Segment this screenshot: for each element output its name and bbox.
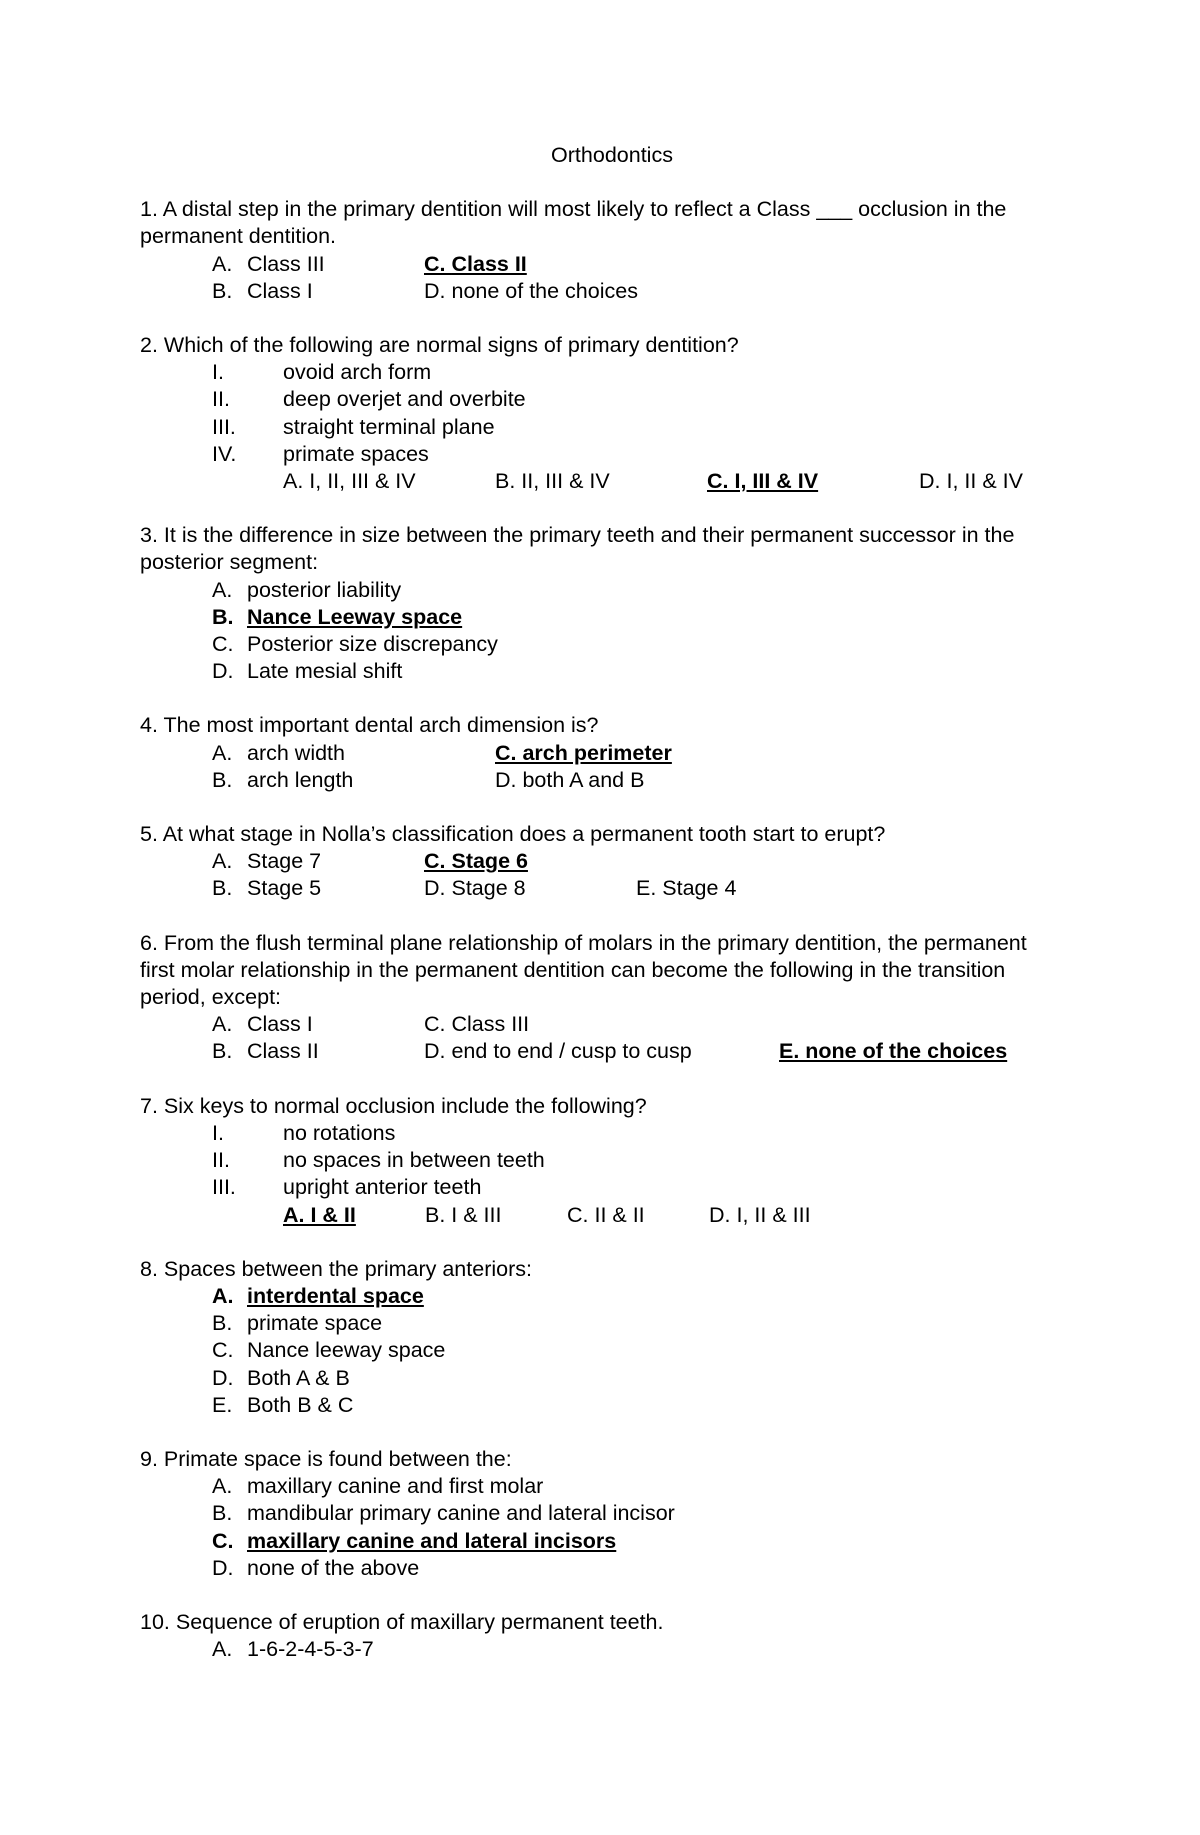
option-a: A. Class III: [212, 251, 325, 276]
option-d: D. Stage 8: [424, 876, 526, 901]
question-9: [140, 1446, 1060, 1582]
question-8: [140, 1256, 1060, 1419]
option-row: [140, 848, 1060, 875]
choice-row: [140, 468, 1060, 495]
option-b: B. Class II: [212, 1039, 319, 1064]
option-a-correct: A. I & II: [283, 1202, 356, 1227]
question-text: 3. It is the difference in size between the primary teeth and their permanent successor in the posterior segment:: [140, 523, 1015, 575]
question-3: [140, 522, 1060, 685]
option-row: [140, 740, 1060, 767]
question-2: [140, 332, 1060, 495]
roman-item: II. no spaces in between teeth: [212, 1148, 545, 1173]
option-a-correct: A. interdental space: [212, 1283, 424, 1308]
option-d: D. I, II & IV: [919, 469, 1023, 494]
option-b: B. Stage 5: [212, 876, 322, 901]
question-10: [140, 1609, 1060, 1663]
option-e: E. Both B & C: [212, 1392, 354, 1417]
roman-item: III. upright anterior teeth: [212, 1175, 482, 1200]
option-row: [140, 1038, 1060, 1065]
option-c-correct: C. I, III & IV: [707, 469, 819, 494]
question-text: 6. From the flush terminal plane relationship of molars in the primary dentition, the permanent first molar relationship in the permanent dentition can become the following in the transition period, except:: [140, 930, 1027, 1010]
option-c-correct: C. maxillary canine and lateral incisors: [212, 1528, 617, 1553]
option-b: B. mandibular primary canine and lateral incisor: [212, 1501, 675, 1526]
option-row: [140, 767, 1060, 794]
option-c: C. Nance leeway space: [212, 1338, 446, 1363]
option-c: C. II & II: [567, 1202, 645, 1227]
option-d: D. I, II & III: [709, 1202, 811, 1227]
page-title: Orthodontics: [551, 143, 673, 167]
option-b-correct: B. Nance Leeway space: [212, 604, 463, 629]
question-7: [140, 1093, 1060, 1229]
option-d: D. end to end / cusp to cusp: [424, 1039, 692, 1064]
question-text: 9. Primate space is found between the:: [140, 1446, 512, 1471]
option-a: A. maxillary canine and first molar: [212, 1474, 544, 1499]
option-c-correct: C. arch perimeter: [495, 740, 672, 765]
question-text: 10. Sequence of eruption of maxillary permanent teeth.: [140, 1609, 664, 1634]
option-c: C. Posterior size discrepancy: [212, 632, 498, 657]
option-row: [140, 278, 1060, 305]
roman-item: III. straight terminal plane: [212, 414, 495, 439]
choice-row: [140, 1202, 1060, 1229]
option-row: [140, 875, 1060, 902]
option-a: A. I, II, III & IV: [283, 469, 416, 494]
option-d: D. both A and B: [495, 767, 645, 792]
option-row: [140, 251, 1060, 278]
roman-item: I. ovoid arch form: [212, 360, 432, 385]
question-text: 8. Spaces between the primary anteriors:: [140, 1256, 532, 1281]
question-text: 7. Six keys to normal occlusion include the following?: [140, 1093, 647, 1118]
roman-item: IV. primate spaces: [212, 441, 429, 466]
option-a: A. Class I: [212, 1012, 313, 1037]
option-d: D. Late mesial shift: [212, 659, 403, 684]
option-c-correct: C. Class II: [424, 251, 527, 276]
option-a: A. 1-6-2-4-5-3-7: [212, 1637, 374, 1662]
option-a: A. posterior liability: [212, 577, 402, 602]
question-1: [140, 196, 1060, 305]
question-text: 4. The most important dental arch dimension is?: [140, 713, 599, 738]
question-4: [140, 712, 1060, 794]
roman-item: I. no rotations: [212, 1120, 396, 1145]
option-a: A. Stage 7: [212, 849, 322, 874]
option-d: D. Both A & B: [212, 1365, 350, 1390]
roman-item: II. deep overjet and overbite: [212, 387, 526, 412]
question-6: [140, 930, 1060, 1066]
option-c-correct: C. Stage 6: [424, 849, 528, 874]
option-e-correct: E. none of the choices: [779, 1039, 1008, 1064]
option-d: D. none of the above: [212, 1555, 420, 1580]
option-d: D. none of the choices: [424, 278, 638, 303]
option-b: B. primate space: [212, 1311, 383, 1336]
option-e: E. Stage 4: [636, 876, 737, 901]
question-text: 1. A distal step in the primary dentition will most likely to reflect a Class ___ occlusion in the permanent dentition.: [140, 197, 1007, 249]
option-b: B. arch length: [212, 767, 354, 792]
question-text: 5. At what stage in Nolla’s classification does a permanent tooth start to erupt?: [140, 822, 886, 847]
option-a: A. arch width: [212, 740, 345, 765]
option-b: B. I & III: [425, 1202, 502, 1227]
option-row: [140, 1011, 1060, 1038]
option-c: C. Class III: [424, 1012, 530, 1037]
question-text: 2. Which of the following are normal signs of primary dentition?: [140, 333, 739, 358]
option-b: B. II, III & IV: [495, 469, 610, 494]
question-5: [140, 821, 1060, 903]
option-b: B. Class I: [212, 278, 313, 303]
